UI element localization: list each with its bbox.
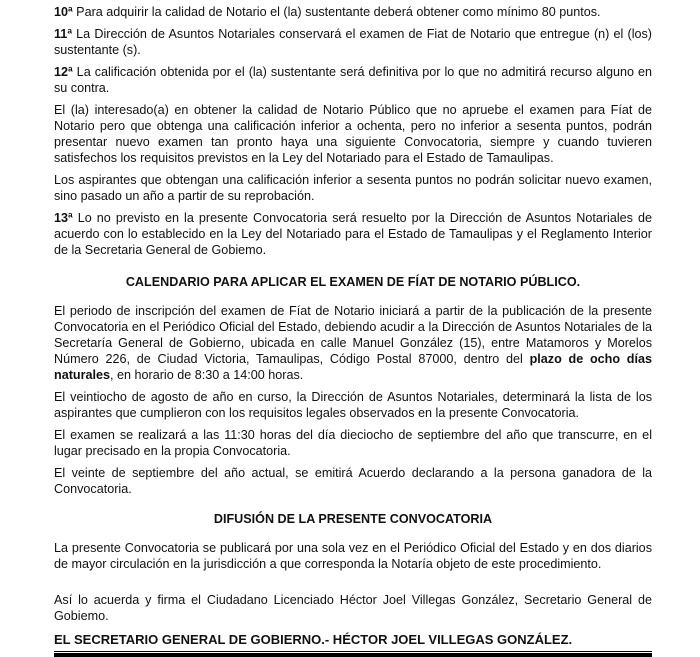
- clause-number: 11ª: [54, 27, 72, 41]
- clause-11: [54, 26, 652, 58]
- inscripcion-text-end: , en horario de 8:30 a 14:00 horas.: [110, 368, 304, 382]
- paragraph-difusion: La presente Convocatoria se publicará por una sola vez en el Periódico Oficial del Estado y en dos diarios de mayor circulación en la jurisdicción a que corresponda la Notaría objeto de este procedimiento.: [54, 541, 652, 571]
- paragraph-firma: Así lo acuerda y firma el Ciudadano Licenciado Héctor Joel Villegas González, Secretario General de Gobiemo.: [54, 593, 652, 623]
- paragraph-examen: El examen se realizará a las 11:30 horas del día dieciocho de septiembre del año que transcurre, en el lugar precisado en la propia Convocatoria.: [54, 428, 652, 458]
- signature-line: EL SECRETARIO GENERAL DE GOBIERNO.- HÉCTOR JOEL VILLEGAS GONZÁLEZ.: [54, 632, 573, 647]
- clause-text: Para adquirir la calidad de Notario el (la) sustentante deberá obtener como mínimo 80 puntos.: [72, 5, 601, 19]
- clause-text: Lo no previsto en la presente Convocatoria será resuelto por la Dirección de Asuntos Notariales de acuerdo con lo establecido en la Ley del Notariado para el Estado de Tamaulipas y el Reglamento Interior de la Secretaria General de Gobiemo.: [54, 211, 652, 257]
- clause-13: [54, 210, 652, 258]
- document-page: [54, 4, 652, 657]
- paragraph-acuerdo: El veinte de septiembre del año actual, se emitirá Acuerdo declarando a la persona ganadora de la Convocatoria.: [54, 466, 652, 496]
- heading-difusion: DIFUSIÓN DE LA PRESENTE CONVOCATORIA: [213, 512, 493, 526]
- paragraph-lista: El veintiocho de agosto de año en curso, la Dirección de Asuntos Notariales, determinará la lista de los aspirantes que cumplieron con los requisitos legales observados en la presente Convocatoria.: [54, 390, 652, 420]
- clause-number: 10ª: [54, 5, 73, 19]
- paragraph-inscripcion: [54, 303, 652, 383]
- paragraph-interesado: El (la) interesado(a) en obtener la calidad de Notario Público que no apruebe el examen para Fíat de Notario pero que obtenga una calificación inferior a ochenta, pero no inferior a sesenta puntos, podrán presentar nuevo examen tan pronto haya una siguiente Convocatoria, siempre y cuando tuvieren satisfechos los requisitos previstos en la Ley del Notariado para el Estado de Tamaulipas.: [54, 103, 652, 165]
- heading-calendario: CALENDARIO PARA APLICAR EL EXAMEN DE FÍAT DE NOTARIO PÚBLICO.: [125, 275, 581, 289]
- clause-number: 13ª: [54, 211, 73, 225]
- clause-number: 12ª: [54, 65, 73, 79]
- divider-thick: [54, 653, 652, 657]
- paragraph-aspirantes: Los aspirantes que obtengan una calificación inferior a sesenta puntos no podrán solicitar nuevo examen, sino pasado un año a partir de su reprobación.: [54, 173, 652, 203]
- divider-thin: [54, 651, 652, 652]
- clause-text: La calificación obtenida por el (la) sustentante será definitiva por lo que no admitirá recurso alguno en su contra.: [54, 65, 652, 95]
- clause-12: [54, 64, 652, 96]
- inscripcion-text: El periodo de inscripción del examen de Fíat de Notario iniciará a partir de la publicación de la presente Convocatoria en el Periódico Oficial del Estado, debiendo acudir a la Dirección de Asuntos Notariales de la Secretaría General de Gobierno, ubicada en calle Manuel González (15), entre Matamoros y Morelos Número 226, de Ciudad Victoria, Tamaulipas, Código Postal 87000, dentro del: [54, 304, 652, 366]
- plazo-highlight: plazo de ocho días naturales: [54, 352, 652, 382]
- clause-10: [54, 4, 652, 20]
- clause-text: La Dirección de Asuntos Notariales conservará el examen de Fiat de Notario que entregue (n) el (los) sustentante (s).: [54, 27, 652, 57]
